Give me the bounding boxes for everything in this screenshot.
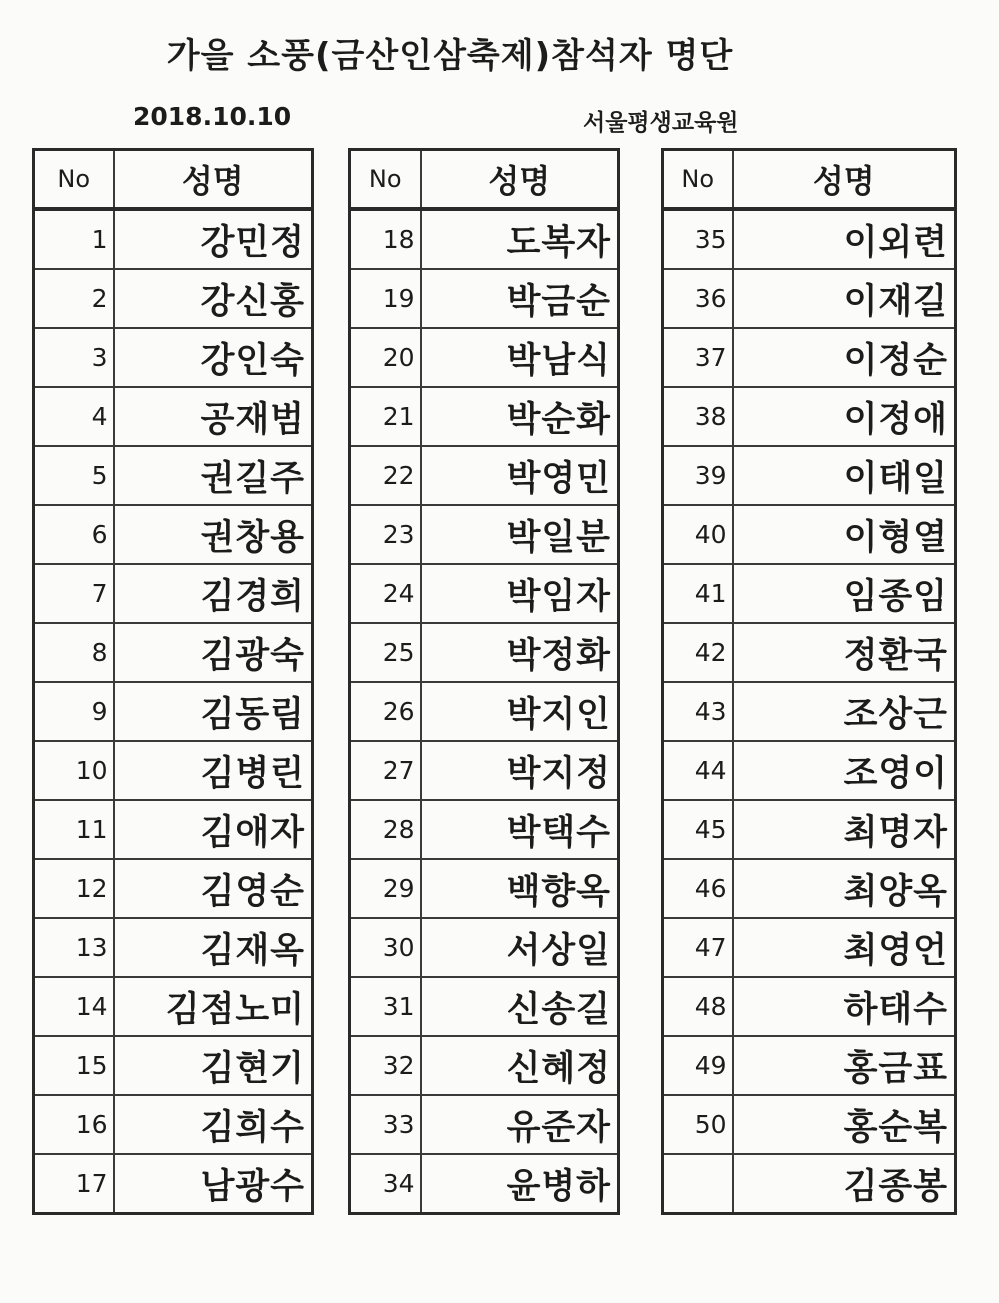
attendee-name: 박순화 [421, 387, 619, 446]
attendee-name: 김점노미 [114, 977, 313, 1036]
attendee-name: 김현기 [114, 1036, 313, 1095]
table-row [34, 328, 313, 387]
attendee-name: 김동림 [114, 682, 313, 741]
row-number: 43 [663, 682, 733, 741]
attendee-name: 조상근 [733, 682, 956, 741]
attendee-name: 권길주 [114, 446, 313, 505]
attendee-name: 권창용 [114, 505, 313, 564]
table-row [663, 1036, 956, 1095]
table-row [350, 623, 619, 682]
table-row [350, 564, 619, 623]
attendee-name: 박영민 [421, 446, 619, 505]
attendee-name: 김광숙 [114, 623, 313, 682]
row-number: 48 [663, 977, 733, 1036]
attendee-name: 하태수 [733, 977, 956, 1036]
table-row [663, 564, 956, 623]
header-name: 성명 [114, 150, 313, 210]
table-row [34, 918, 313, 977]
row-number: 36 [663, 269, 733, 328]
attendee-name: 박임자 [421, 564, 619, 623]
table-row [350, 446, 619, 505]
row-number: 2 [34, 269, 114, 328]
attendee-name: 박택수 [421, 800, 619, 859]
row-number: 28 [350, 800, 421, 859]
row-number: 1 [34, 209, 114, 269]
row-number: 29 [350, 859, 421, 918]
table-row [663, 446, 956, 505]
table-row [663, 1154, 956, 1214]
organization-name: 서울평생교육원 [583, 110, 739, 136]
row-number: 35 [663, 209, 733, 269]
row-number: 38 [663, 387, 733, 446]
attendee-name: 홍순복 [733, 1095, 956, 1154]
table-row [34, 1095, 313, 1154]
row-number: 46 [663, 859, 733, 918]
table-row [34, 505, 313, 564]
row-number: 13 [34, 918, 114, 977]
row-number: 27 [350, 741, 421, 800]
table-row [34, 1154, 313, 1214]
row-number: 3 [34, 328, 114, 387]
table-row [34, 564, 313, 623]
header-name: 성명 [733, 150, 956, 210]
row-number: 16 [34, 1095, 114, 1154]
header-name: 성명 [421, 150, 619, 210]
table-row [350, 682, 619, 741]
attendee-name: 최명자 [733, 800, 956, 859]
table-row [350, 209, 619, 269]
attendee-name: 정환국 [733, 623, 956, 682]
row-number: 31 [350, 977, 421, 1036]
table-row [663, 859, 956, 918]
table-row [34, 977, 313, 1036]
table-row [34, 682, 313, 741]
attendee-name: 김종봉 [733, 1154, 956, 1214]
attendee-name: 김영순 [114, 859, 313, 918]
row-number: 12 [34, 859, 114, 918]
attendee-name: 도복자 [421, 209, 619, 269]
row-number: 10 [34, 741, 114, 800]
table-row [34, 800, 313, 859]
table-row [663, 918, 956, 977]
attendee-name: 조영이 [733, 741, 956, 800]
row-number: 11 [34, 800, 114, 859]
attendee-table-3 [661, 148, 957, 1215]
row-number: 39 [663, 446, 733, 505]
table-row [350, 741, 619, 800]
attendee-name: 김희수 [114, 1095, 313, 1154]
row-number: 25 [350, 623, 421, 682]
row-number: 17 [34, 1154, 114, 1214]
row-number: 37 [663, 328, 733, 387]
attendee-name: 신송길 [421, 977, 619, 1036]
attendee-table-1 [32, 148, 314, 1215]
row-number: 9 [34, 682, 114, 741]
row-number: 24 [350, 564, 421, 623]
row-number: 33 [350, 1095, 421, 1154]
table-row [34, 859, 313, 918]
row-number: 44 [663, 741, 733, 800]
table-row [34, 741, 313, 800]
table-row [350, 328, 619, 387]
table-row [663, 741, 956, 800]
row-number: 34 [350, 1154, 421, 1214]
attendee-name: 박정화 [421, 623, 619, 682]
attendee-name: 김재옥 [114, 918, 313, 977]
table-row [663, 328, 956, 387]
attendee-name: 이재길 [733, 269, 956, 328]
attendee-name: 강민정 [114, 209, 313, 269]
attendee-name: 김병린 [114, 741, 313, 800]
attendee-name: 이형열 [733, 505, 956, 564]
attendee-name: 박지인 [421, 682, 619, 741]
event-date: 2018.10.10 [133, 102, 292, 131]
row-number: 5 [34, 446, 114, 505]
table-row [663, 1095, 956, 1154]
table-row [350, 859, 619, 918]
table-row [34, 1036, 313, 1095]
table-row [350, 387, 619, 446]
table-row [34, 623, 313, 682]
table-row [350, 977, 619, 1036]
table-row [663, 800, 956, 859]
attendee-name: 백향옥 [421, 859, 619, 918]
attendee-name: 최양옥 [733, 859, 956, 918]
row-number: 4 [34, 387, 114, 446]
attendee-name: 박금순 [421, 269, 619, 328]
attendee-name: 유준자 [421, 1095, 619, 1154]
attendee-name: 공재범 [114, 387, 313, 446]
attendee-name: 김경희 [114, 564, 313, 623]
row-number: 15 [34, 1036, 114, 1095]
table-row [34, 387, 313, 446]
table-row [350, 1095, 619, 1154]
header-no: No [350, 150, 421, 210]
table-row [350, 1036, 619, 1095]
row-number: 41 [663, 564, 733, 623]
table-row [350, 1154, 619, 1214]
row-number: 32 [350, 1036, 421, 1095]
table-row [350, 800, 619, 859]
row-number: 7 [34, 564, 114, 623]
table-row [34, 209, 313, 269]
row-number: 50 [663, 1095, 733, 1154]
attendee-name: 이정순 [733, 328, 956, 387]
attendee-name: 홍금표 [733, 1036, 956, 1095]
table-row [34, 446, 313, 505]
table-row [663, 505, 956, 564]
table-row [350, 269, 619, 328]
attendee-name: 박남식 [421, 328, 619, 387]
attendee-name: 박지정 [421, 741, 619, 800]
table-row [663, 623, 956, 682]
attendee-name: 신혜정 [421, 1036, 619, 1095]
attendee-name: 최영언 [733, 918, 956, 977]
attendee-table-2 [348, 148, 620, 1215]
row-number: 49 [663, 1036, 733, 1095]
table-row [663, 269, 956, 328]
row-number: 26 [350, 682, 421, 741]
attendee-name: 서상일 [421, 918, 619, 977]
attendee-name: 김애자 [114, 800, 313, 859]
attendee-name: 윤병하 [421, 1154, 619, 1214]
attendee-name: 이태일 [733, 446, 956, 505]
table-row [663, 977, 956, 1036]
row-number: 23 [350, 505, 421, 564]
row-number: 6 [34, 505, 114, 564]
table-row [350, 505, 619, 564]
row-number: 22 [350, 446, 421, 505]
attendee-name: 임종임 [733, 564, 956, 623]
row-number: 8 [34, 623, 114, 682]
row-number: 30 [350, 918, 421, 977]
attendee-name: 이정애 [733, 387, 956, 446]
table-row [663, 682, 956, 741]
attendee-name: 남광수 [114, 1154, 313, 1214]
attendee-name: 강신홍 [114, 269, 313, 328]
row-number: 20 [350, 328, 421, 387]
row-number: 14 [34, 977, 114, 1036]
table-row [350, 918, 619, 977]
header-no: No [34, 150, 114, 210]
row-number [663, 1154, 733, 1214]
row-number: 45 [663, 800, 733, 859]
row-number: 40 [663, 505, 733, 564]
table-row [663, 209, 956, 269]
table-row [663, 387, 956, 446]
attendee-name: 강인숙 [114, 328, 313, 387]
attendee-name: 박일분 [421, 505, 619, 564]
row-number: 18 [350, 209, 421, 269]
row-number: 21 [350, 387, 421, 446]
attendee-name: 이외련 [733, 209, 956, 269]
table-row [34, 269, 313, 328]
row-number: 19 [350, 269, 421, 328]
row-number: 42 [663, 623, 733, 682]
document-title: 가을 소풍(금산인삼축제)참석자 명단 [166, 36, 734, 76]
row-number: 47 [663, 918, 733, 977]
header-no: No [663, 150, 733, 210]
